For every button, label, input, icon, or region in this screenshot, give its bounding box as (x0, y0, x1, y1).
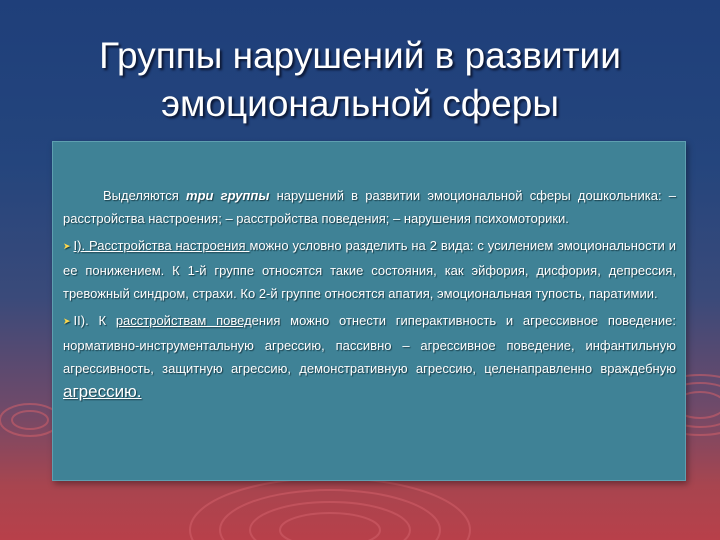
behavior-last-word: агрессию. (63, 382, 142, 401)
arrow-bullet-icon: ➤ (63, 241, 71, 251)
behavior-text-c: ения можно отнести гиперактивность и агрессивное поведение: нормативно-инструментальную агрессию, пассивно – агрессивное поведение, инфантильную агрессивность, защитную агрессию, демонстративную агрессию, целенаправленно враждебную (63, 313, 676, 376)
content-panel (52, 141, 686, 481)
intro-emphasis: три группы (186, 188, 270, 203)
paragraph-intro (63, 184, 676, 230)
title-line-2: эмоциональной сферы (161, 83, 559, 124)
behavior-text-a: II). К (73, 313, 116, 328)
intro-text-a: Выделяются (103, 188, 187, 203)
mood-disorders-heading: I). Расстройства настроения (73, 238, 250, 253)
arrow-bullet-icon: ➤ (63, 316, 71, 326)
content-text (63, 184, 676, 408)
behavior-underlined: расстройствам повед (115, 313, 252, 328)
mood-disorders-text: можно условно разделить на 2 вида: с усилением эмоциональности и ее понижением. К 1-й группе относятся такие состояния, как эйфория, дисфория, депрессия, тревожный синдром, страхи. Ко 2-й группе относятся апатия, эмоциональная тупость, паратимии. (63, 238, 676, 301)
paragraph-behavior-disorders (63, 309, 676, 404)
intro-text-c: нарушений в развитии эмоциональной сферы дошкольника: – расстройства настроения; – расстройства поведения; – нарушения психомоторики. (63, 188, 676, 226)
slide-title (20, 32, 700, 128)
title-line-1: Группы нарушений в развитии (99, 35, 621, 76)
paragraph-mood-disorders (63, 234, 676, 305)
